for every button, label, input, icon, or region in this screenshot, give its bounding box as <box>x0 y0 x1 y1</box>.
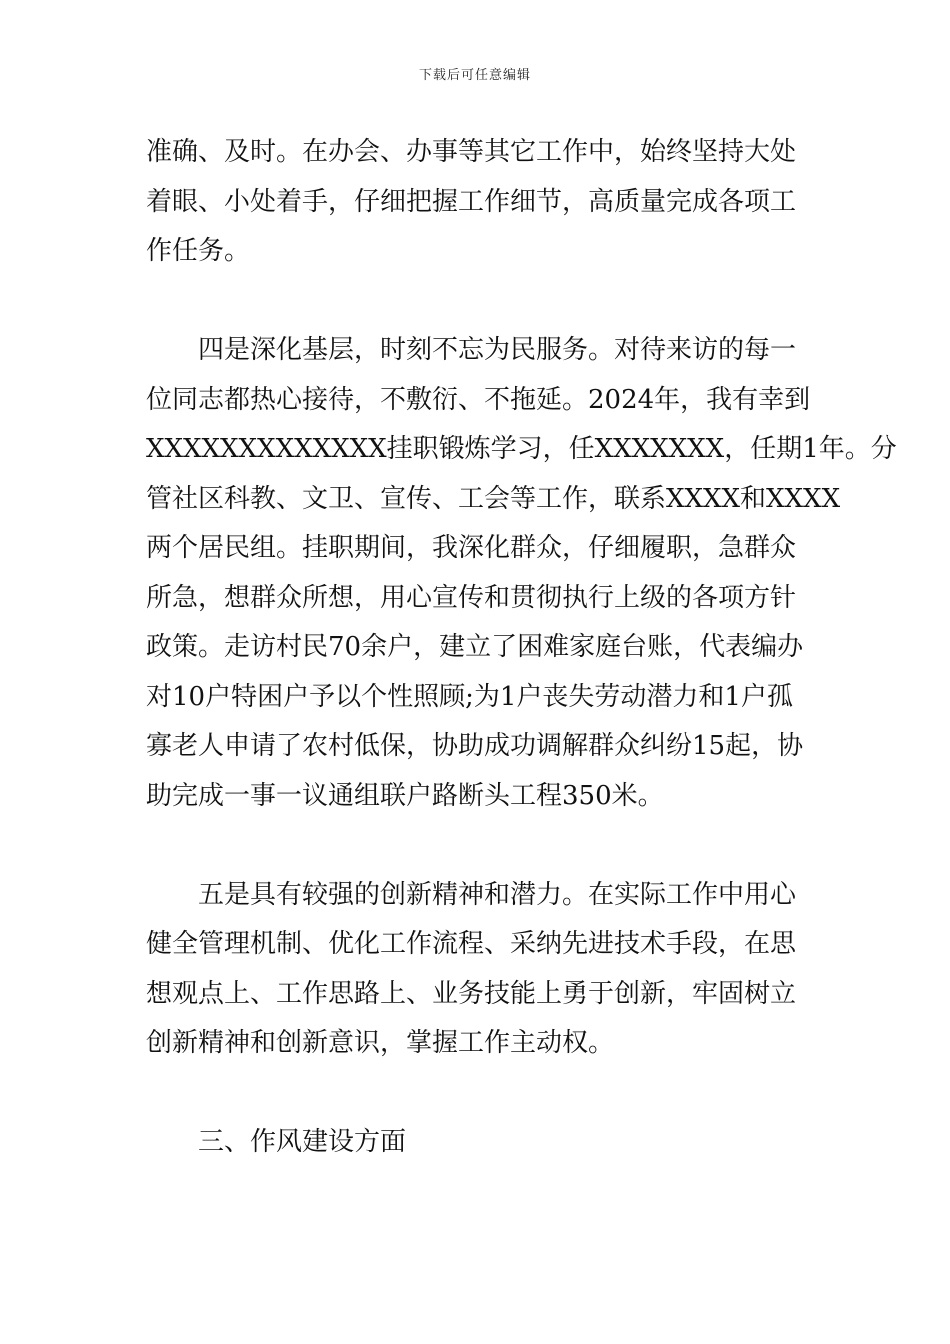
text-line: 五是具有较强的创新精神和潜力。在实际工作中用心 <box>198 879 797 910</box>
paragraph-2 <box>146 326 897 821</box>
text-line: 两个居民组。挂职期间，我深化群众，仔细履职，急群众 <box>146 533 797 563</box>
section-heading: 三、作风建设方面 <box>198 1127 407 1157</box>
text-line: 对10户特困户予以个性照顾;为1户丧失劳动潜力和1户孤 <box>146 681 793 712</box>
page-header: 下载后可任意编辑 <box>418 68 531 83</box>
paragraph-3 <box>146 871 816 1069</box>
text-line: 健全管理机制、优化工作流程、采纳先进技术手段，在思 <box>146 929 797 959</box>
text-line: 政策。走访村民70余户，建立了困难家庭台账，代表编办 <box>146 632 804 662</box>
text-line: 管社区科教、文卫、宣传、工会等工作，联系XXXX和XXXX <box>146 483 841 514</box>
text-line: 所急，想群众所想，用心宣传和贯彻执行上级的各项方针 <box>146 582 797 613</box>
text-line: 准确、及时。在办会、办事等其它工作中，始终坚持大处 <box>146 137 797 167</box>
text-line: 想观点上、工作思路上、业务技能上勇于创新，牢固树立 <box>146 978 797 1009</box>
text-line: 寡老人申请了农村低保，协助成功调解群众纠纷15起，协 <box>146 731 804 761</box>
text-line: XXXXXXXXXXXXX挂职锻炼学习，任XXXXXXX，任期1年。分 <box>146 434 897 464</box>
document-body <box>146 128 897 1168</box>
text-line: 创新精神和创新意识，掌握工作主动权。 <box>146 1028 615 1058</box>
text-line: 四是深化基层，时刻不忘为民服务。对待来访的每一 <box>198 335 797 365</box>
text-line: 助完成一事一议通组联户路断头工程350米。 <box>146 780 664 811</box>
text-line: 着眼、小处着手，仔细把握工作细节，高质量完成各项工 <box>146 186 797 217</box>
text-line: 作任务。 <box>146 236 251 266</box>
text-line: 位同志都热心接待，不敷衍、不拖延。2024年，我有幸到 <box>146 384 811 415</box>
paragraph-1 <box>146 128 816 277</box>
